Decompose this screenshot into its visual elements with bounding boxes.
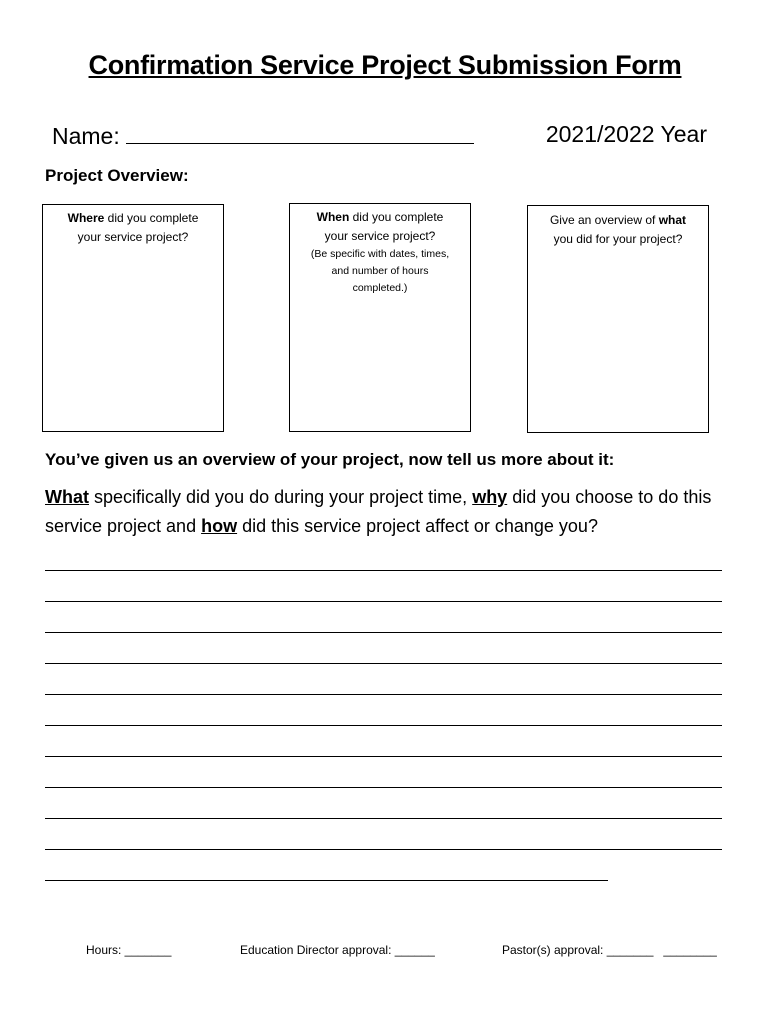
what-box[interactable]: [527, 205, 709, 433]
answer-line[interactable]: [45, 725, 722, 726]
answer-line[interactable]: [45, 632, 722, 633]
name-label: Name:: [52, 123, 120, 149]
name-field-row: [52, 121, 474, 150]
name-blank-line[interactable]: [126, 121, 474, 144]
answer-line[interactable]: [45, 694, 722, 695]
when-note: (Be specific with dates, times, and number of hours completed.): [310, 248, 450, 294]
where-box[interactable]: [42, 204, 224, 432]
followup-heading: You’ve given us an overview of your project, now tell us more about it:: [45, 450, 615, 469]
form-title: Confirmation Service Project Submission Form: [88, 50, 682, 80]
pastor-approval-field[interactable]: Pastor(s) approval: _______ ________: [502, 943, 717, 957]
education-director-approval-field[interactable]: Education Director approval: ______: [240, 943, 435, 957]
answer-line[interactable]: [45, 756, 722, 757]
school-year: 2021/2022 Year: [545, 121, 707, 147]
answer-line[interactable]: [45, 787, 722, 788]
what-prompt: Give an overview of what you did for your project?: [549, 213, 687, 246]
answer-line[interactable]: [45, 570, 722, 571]
answer-line[interactable]: [45, 601, 722, 602]
answer-line[interactable]: [45, 818, 722, 819]
reflection-question: What specifically did you do during your project time, why did you choose to do this service project and how did this service project affect or change you?: [45, 487, 712, 536]
answer-line[interactable]: [45, 849, 722, 850]
hours-field[interactable]: Hours: _______: [86, 943, 172, 957]
answer-line[interactable]: [45, 880, 608, 881]
where-prompt: Where did you complete your service project?: [67, 211, 199, 244]
when-prompt: When did you complete your service project?: [316, 210, 444, 243]
when-box[interactable]: [289, 203, 471, 432]
answer-line[interactable]: [45, 663, 722, 664]
project-overview-heading: Project Overview:: [45, 166, 189, 185]
